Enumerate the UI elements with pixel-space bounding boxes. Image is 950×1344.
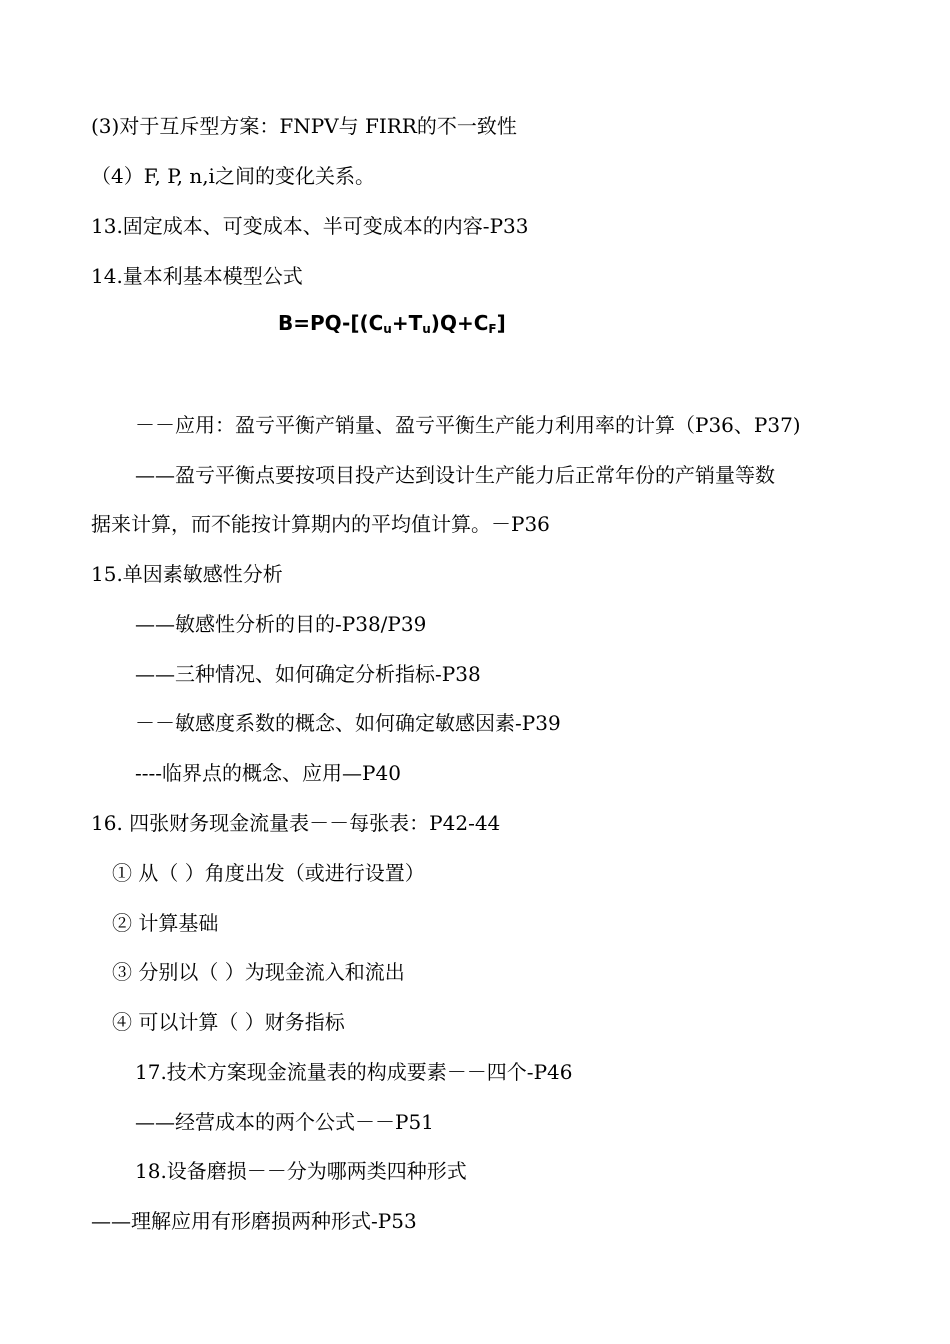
- application-breakeven: －－应用：盈亏平衡产销量、盈亏平衡生产能力利用率的计算（P36、P37): [135, 413, 801, 437]
- formula-subscript: u: [383, 322, 392, 336]
- formula-subscript: u: [422, 322, 431, 336]
- formula-part: ]: [496, 311, 506, 335]
- breakeven-note-line2: 据来计算，而不能按计算期内的平均值计算。－P36: [91, 512, 550, 536]
- formula-part: )Q+C: [430, 311, 489, 335]
- sensitivity-three-cases: ——三种情况、如何确定分析指标-P38: [135, 662, 481, 686]
- critical-point: ----临界点的概念、应用—P40: [135, 761, 401, 785]
- cvp-formula: [278, 310, 506, 342]
- sensitivity-purpose: ——敏感性分析的目的-P38/P39: [135, 612, 427, 636]
- operating-cost-formulas: ——经营成本的两个公式－－P51: [135, 1110, 434, 1134]
- item-16-cash-flow-tables: 16. 四张财务现金流量表－－每张表：P42-44: [91, 811, 501, 835]
- sensitivity-coefficient: －－敏感度系数的概念、如何确定敏感因素-P39: [135, 711, 561, 735]
- formula-subscript: F: [488, 322, 497, 336]
- formula-part: B=PQ-[(C: [278, 311, 384, 335]
- item-3-mutually-exclusive: (3)对于互斥型方案：FNPV与 FIRR的不一致性: [91, 114, 517, 138]
- item-17-cash-flow-elements: 17.技术方案现金流量表的构成要素－－四个-P46: [135, 1060, 573, 1084]
- sub-item-3: ③ 分别以（ ）为现金流入和流出: [112, 960, 405, 984]
- item-4-fpni-relationship: （4）F, P, n,i之间的变化关系。: [91, 164, 375, 188]
- formula-part: +T: [391, 311, 423, 335]
- item-15-sensitivity: 15.单因素敏感性分析: [91, 562, 283, 586]
- item-13-cost-types: 13.固定成本、可变成本、半可变成本的内容-P33: [91, 214, 529, 238]
- item-18-equipment-wear: 18.设备磨损－－分为哪两类四种形式: [135, 1159, 467, 1183]
- tangible-wear: ——理解应用有形磨损两种形式-P53: [91, 1209, 417, 1233]
- sub-item-1: ① 从（ ）角度出发（或进行设置）: [112, 861, 425, 885]
- item-14-cvp-model: 14.量本利基本模型公式: [91, 264, 303, 288]
- sub-item-2: ② 计算基础: [112, 911, 219, 935]
- sub-item-4: ④ 可以计算（ ）财务指标: [112, 1010, 345, 1034]
- breakeven-note-line1: ——盈亏平衡点要按项目投产达到设计生产能力后正常年份的产销量等数: [135, 463, 775, 487]
